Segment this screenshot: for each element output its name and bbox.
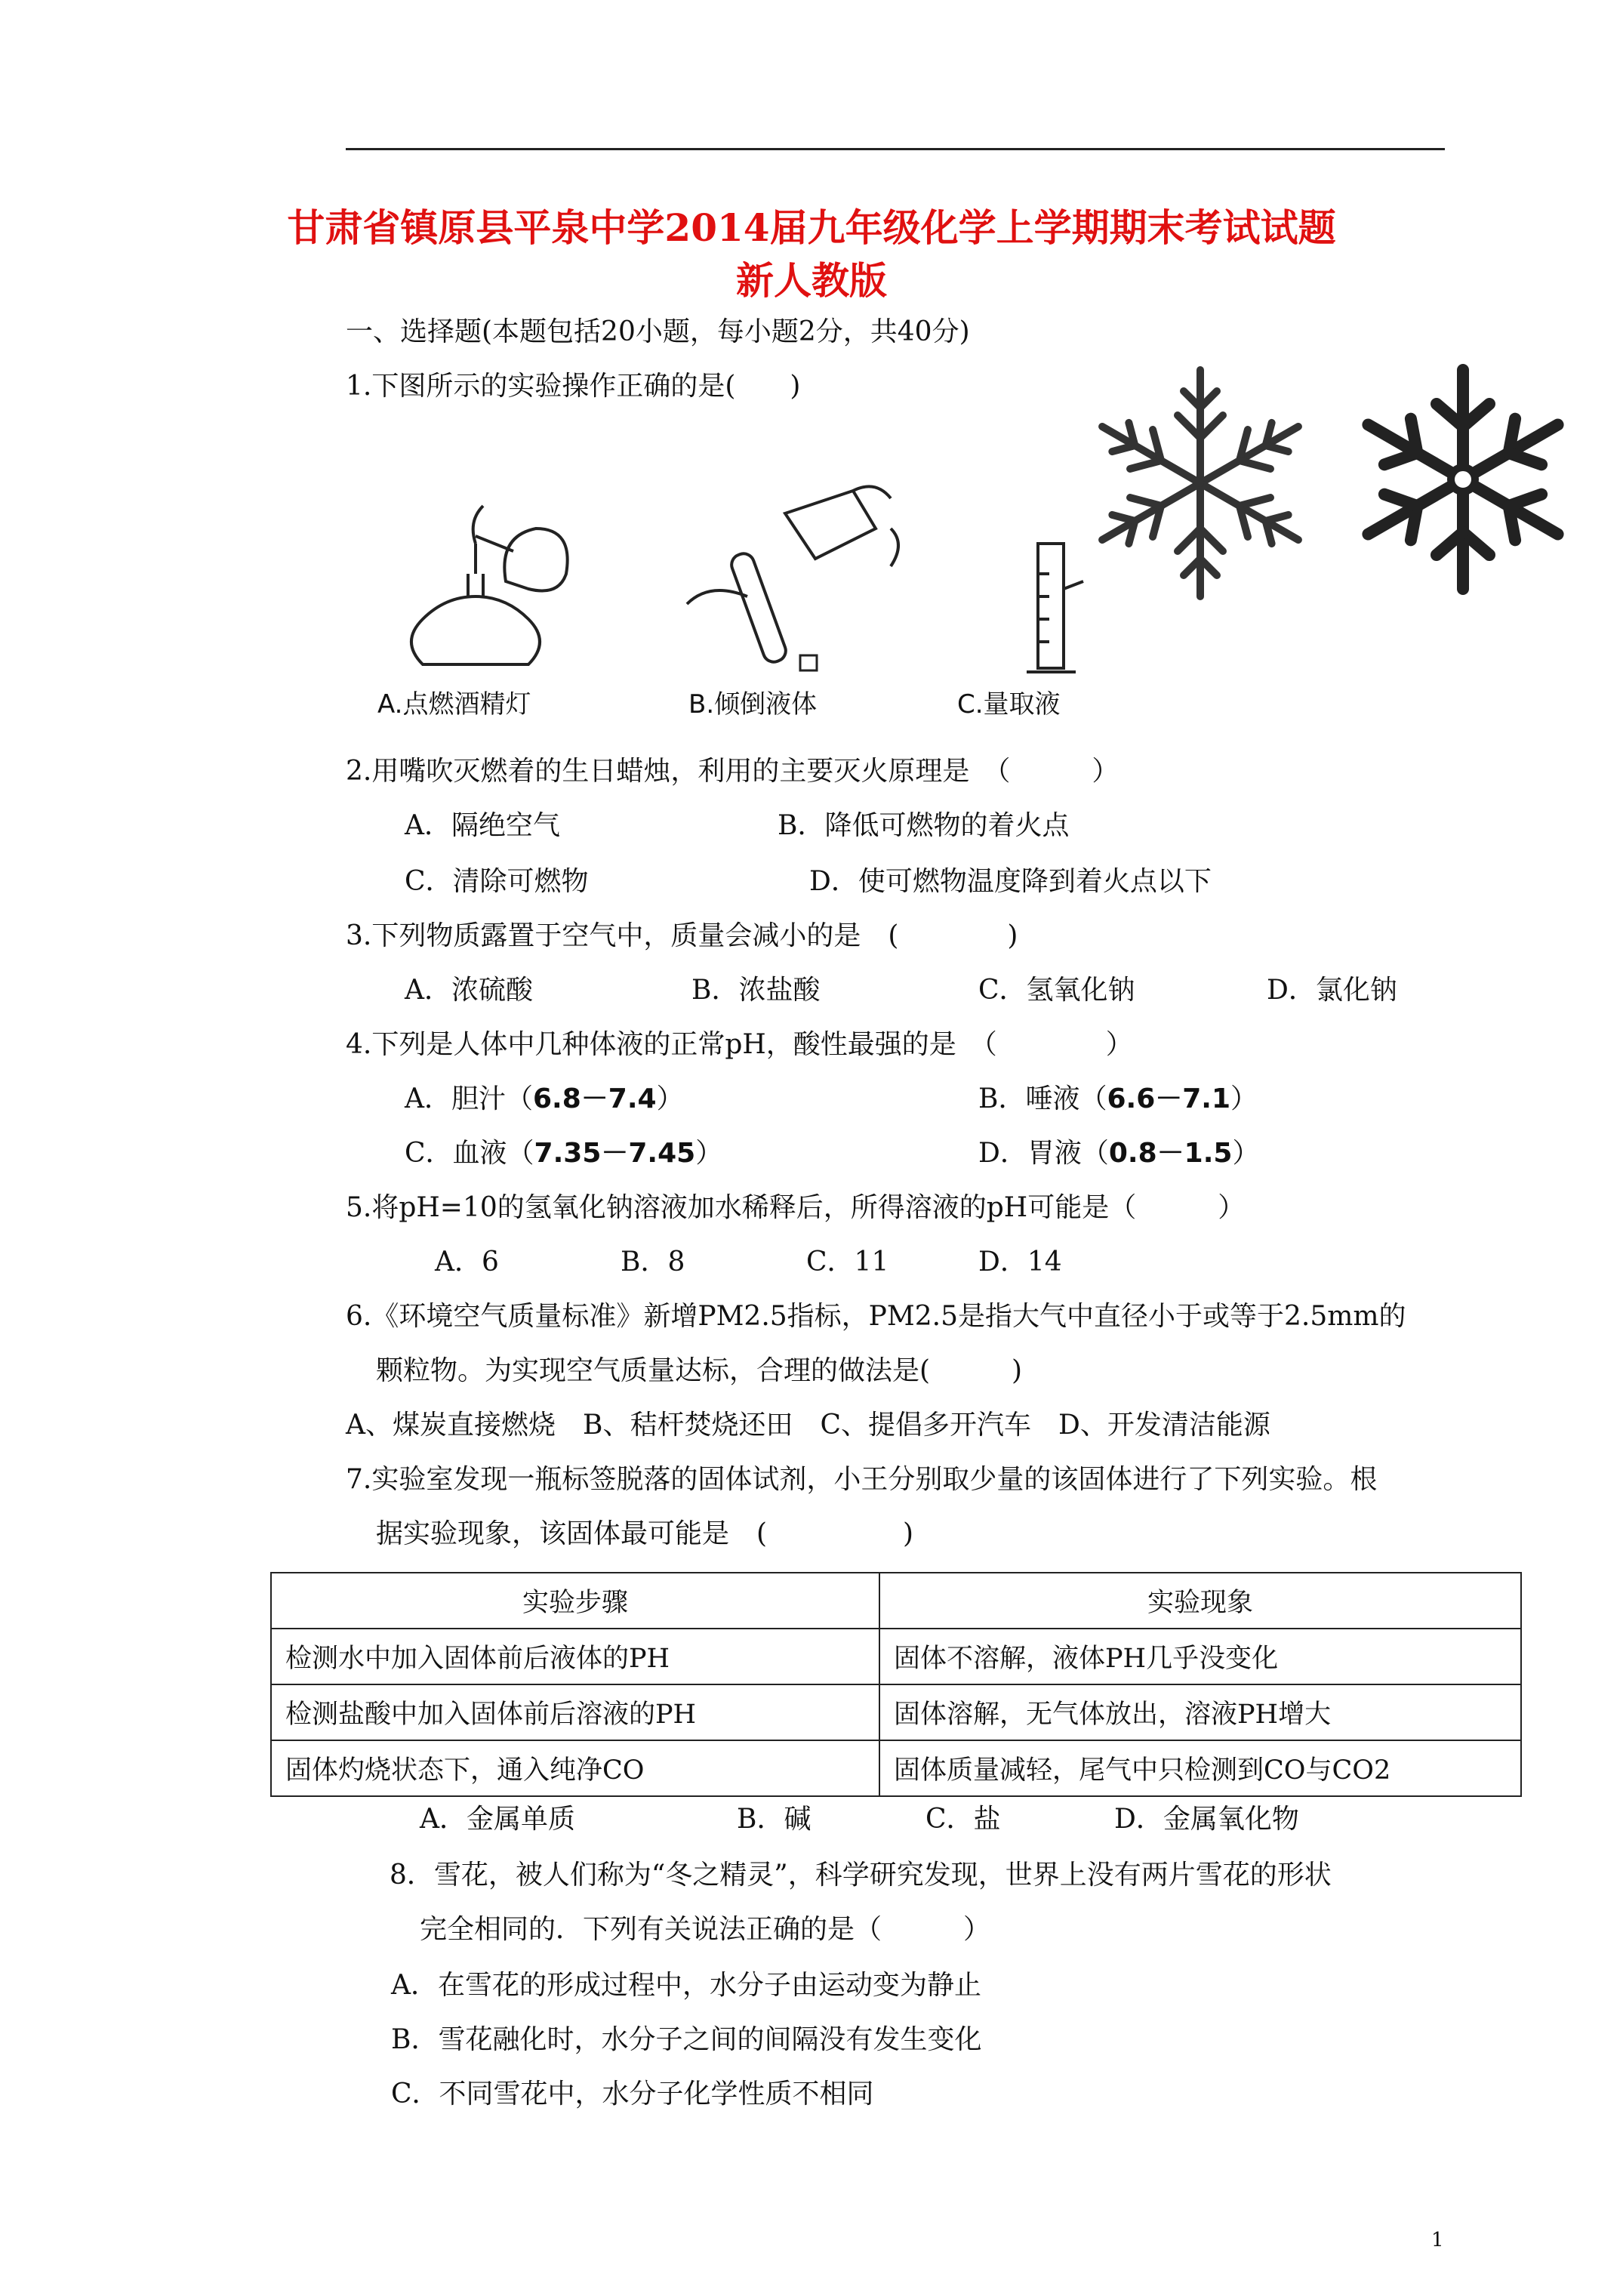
q7-option-c: C．盐 (925, 1804, 1001, 1835)
q1-stem: 1.下图所示的实验操作正确的是( ) (346, 371, 801, 402)
q8-stem-line1: 8．雪花，被人们称为“冬之精灵”，科学研究发现，世界上没有两片雪花的形状 (390, 1860, 1332, 1891)
table-header-row (271, 1573, 1521, 1629)
q6-options: A、煤炭直接燃烧 B、秸杆焚烧还田 C、提倡多开汽车 D、开发清洁能源 (346, 1410, 1270, 1441)
page-subtitle: 新人教版 (736, 258, 887, 303)
q1-label-b: B.倾倒液体 (688, 689, 818, 720)
q5-option-b: B．8 (621, 1247, 685, 1277)
snowflake-image-1 (1087, 355, 1313, 612)
table-cell: 固体灼烧状态下，通入纯净CO (271, 1740, 879, 1796)
q3-option-c: C．氢氧化钠 (978, 975, 1135, 1006)
q5-stem: 5.将pH=10的氢氧化钠溶液加水稀释后，所得溶液的pH可能是（ ） (346, 1192, 1246, 1223)
q1-label-c: C.量取液 (957, 689, 1061, 720)
q3-option-a: A．浓硫酸 (405, 975, 533, 1006)
table-cell: 固体不溶解，液体PH几乎没变化 (879, 1629, 1521, 1684)
q7-option-a: A．金属单质 (420, 1804, 575, 1835)
q4-option-c: C．血液（7.35－7.45） (405, 1138, 723, 1169)
q6-stem-line1: 6.《环境空气质量标准》新增PM2.5指标，PM2.5是指大气中直径小于或等于2.5mm的 (346, 1301, 1406, 1332)
experiment-table (270, 1572, 1522, 1797)
q5-option-a: A．6 (435, 1247, 499, 1277)
table-header-cell: 实验步骤 (271, 1573, 879, 1629)
q1-label-a: A.点燃酒精灯 (377, 689, 531, 720)
table-cell: 检测盐酸中加入固体前后溶液的PH (271, 1684, 879, 1740)
q2-option-b: B．降低可燃物的着火点 (778, 810, 1070, 841)
q7-option-d: D．金属氧化物 (1114, 1804, 1299, 1835)
q2-option-d: D．使可燃物温度降到着火点以下 (809, 866, 1212, 897)
q3-option-b: B．浓盐酸 (691, 975, 821, 1006)
q7-stem-line1: 7.实验室发现一瓶标签脱落的固体试剂，小王分别取少量的该固体进行了下列实验。根 (346, 1464, 1378, 1495)
page-number: 1 (1431, 2229, 1444, 2251)
q8-option-b: B．雪花融化时，水分子之间的间隔没有发生变化 (391, 2024, 982, 2055)
q5-option-c: C．11 (806, 1247, 889, 1277)
table-cell: 检测水中加入固体前后液体的PH (271, 1629, 879, 1684)
q2-option-a: A．隔绝空气 (405, 810, 560, 841)
q7-stem-line2: 据实验现象，该固体最可能是 ( ) (376, 1518, 914, 1549)
table-cell: 固体质量减轻，尾气中只检测到CO与CO2 (879, 1740, 1521, 1796)
pour-liquid-figure (664, 483, 921, 680)
q4-option-d: D．胃液（0.8－1.5） (978, 1138, 1260, 1169)
q7-option-b: B．碱 (737, 1804, 812, 1835)
q4-option-a: A．胆汁（6.8－7.4） (405, 1083, 684, 1114)
snowflake-image-2 (1350, 355, 1576, 604)
q3-option-d: D．氯化钠 (1267, 975, 1397, 1006)
header-rule (346, 148, 1445, 150)
q6-stem-line2: 颗粒物。为实现空气质量达标，合理的做法是( ) (376, 1355, 1023, 1386)
table-row (271, 1629, 1521, 1684)
q2-stem: 2.用嘴吹灭燃着的生日蜡烛，利用的主要灭火原理是 （ ） (346, 756, 1119, 787)
q4-option-b: B．唾液（6.6－7.1） (978, 1083, 1258, 1114)
q8-stem-line2: 完全相同的．下列有关说法正确的是（ ） (420, 1914, 991, 1945)
table-row (271, 1740, 1521, 1796)
section-heading: 一、选择题(本题包括20小题，每小题2分，共40分) (346, 316, 970, 347)
q8-option-a: A．在雪花的形成过程中，水分子由运动变为静止 (391, 1970, 981, 2001)
graduated-cylinder-figure (1019, 529, 1095, 680)
q3-stem: 3.下列物质露置于空气中，质量会减小的是 ( ) (346, 920, 1018, 951)
page-title: 甘肃省镇原县平泉中学2014届九年级化学上学期期末考试试题 (287, 205, 1336, 250)
q2-option-c: C．清除可燃物 (405, 866, 589, 897)
table-row (271, 1684, 1521, 1740)
table-cell: 固体溶解，无气体放出，溶液PH增大 (879, 1684, 1521, 1740)
q8-option-c: C．不同雪花中，水分子化学性质不相同 (391, 2079, 874, 2110)
table-header-cell: 实验现象 (879, 1573, 1521, 1629)
alcohol-lamp-figure (393, 491, 589, 680)
q4-stem: 4.下列是人体中几种体液的正常pH，酸性最强的是 （ ） (346, 1029, 1133, 1060)
q5-option-d: D．14 (978, 1247, 1062, 1277)
